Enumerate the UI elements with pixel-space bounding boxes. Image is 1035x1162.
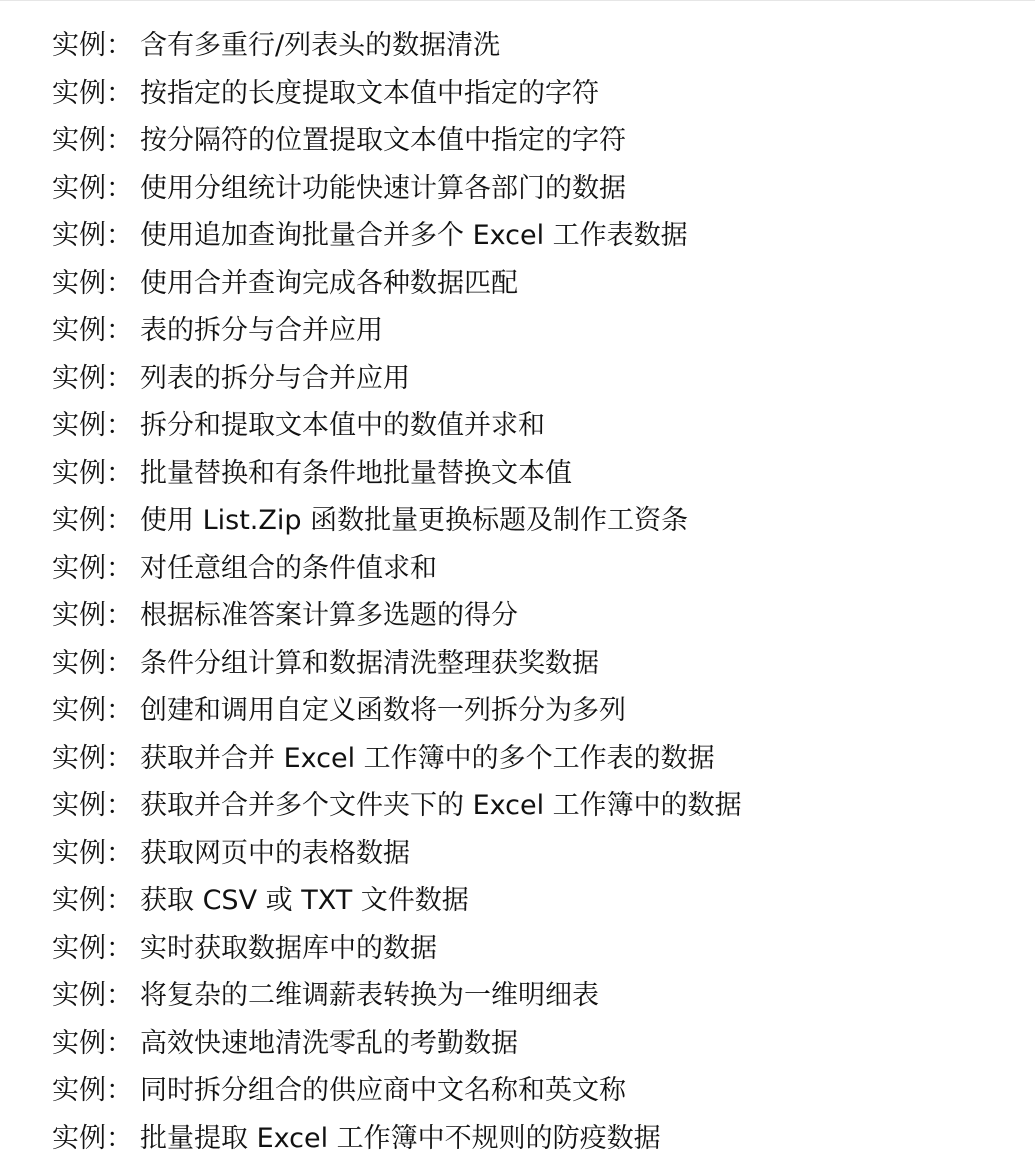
- item-title: 获取 CSV 或 TXT 文件数据: [140, 885, 469, 916]
- list-item: [52, 117, 742, 165]
- list-item: [52, 22, 742, 70]
- item-prefix: 实例：: [52, 932, 133, 964]
- item-title: 表的拆分与合并应用: [140, 315, 383, 346]
- item-prefix: 实例：: [52, 172, 133, 204]
- list-item: [52, 165, 742, 213]
- list-item: [52, 1020, 742, 1068]
- item-title: 使用 List.Zip 函数批量更换标题及制作工资条: [140, 505, 689, 536]
- top-divider: [0, 0, 1035, 1]
- item-title: 将复杂的二维调薪表转换为一维明细表: [140, 980, 599, 1011]
- item-title: 同时拆分组合的供应商中文名称和英文称: [140, 1075, 626, 1106]
- item-prefix: 实例：: [52, 695, 133, 726]
- list-item: [52, 355, 742, 403]
- item-prefix: 实例：: [52, 552, 133, 584]
- item-title: 使用合并查询完成各种数据匹配: [140, 267, 518, 299]
- item-prefix: 实例：: [52, 1027, 133, 1059]
- item-title: 获取网页中的表格数据: [140, 837, 410, 869]
- list-item: [52, 735, 742, 783]
- item-prefix: 实例：: [52, 125, 133, 156]
- item-title: 获取并合并 Excel 工作簿中的多个工作表的数据: [140, 742, 715, 774]
- list-item: [52, 877, 742, 925]
- item-title: 获取并合并多个文件夹下的 Excel 工作簿中的数据: [140, 790, 742, 821]
- item-title: 按指定的长度提取文本值中指定的字符: [140, 77, 599, 109]
- item-title: 条件分组计算和数据清洗整理获奖数据: [140, 647, 599, 679]
- item-prefix: 实例：: [52, 1075, 133, 1106]
- item-prefix: 实例：: [52, 30, 133, 61]
- item-title: 对任意组合的条件值求和: [140, 552, 437, 584]
- item-prefix: 实例：: [52, 220, 133, 251]
- list-item: [52, 830, 742, 878]
- item-title: 拆分和提取文本值中的数值并求和: [140, 410, 545, 441]
- item-title: 使用分组统计功能快速计算各部门的数据: [140, 172, 626, 204]
- list-item: [52, 1115, 742, 1162]
- item-prefix: 实例：: [52, 837, 133, 869]
- list-item: [52, 545, 742, 593]
- item-prefix: 实例：: [52, 315, 133, 346]
- list-item: [52, 70, 742, 118]
- item-prefix: 实例：: [52, 600, 133, 631]
- item-title: 实时获取数据库中的数据: [140, 932, 437, 964]
- item-prefix: 实例：: [52, 267, 133, 299]
- example-list: [52, 22, 742, 1162]
- item-prefix: 实例：: [52, 362, 133, 394]
- list-item: [52, 402, 742, 450]
- list-item: [52, 640, 742, 688]
- list-item: [52, 1067, 742, 1115]
- item-title: 高效快速地清洗零乱的考勤数据: [140, 1027, 518, 1059]
- item-title: 批量替换和有条件地批量替换文本值: [140, 457, 572, 489]
- item-prefix: 实例：: [52, 410, 133, 441]
- list-item: [52, 450, 742, 498]
- item-title: 含有多重行/列表头的数据清洗: [140, 30, 501, 61]
- list-item: [52, 687, 742, 735]
- item-title: 批量提取 Excel 工作簿中不规则的防疫数据: [140, 1122, 661, 1154]
- item-title: 根据标准答案计算多选题的得分: [140, 600, 518, 631]
- list-item: [52, 260, 742, 308]
- item-prefix: 实例：: [52, 647, 133, 679]
- item-prefix: 实例：: [52, 505, 133, 536]
- list-item: [52, 592, 742, 640]
- item-title: 按分隔符的位置提取文本值中指定的字符: [140, 125, 626, 156]
- list-item: [52, 212, 742, 260]
- item-prefix: 实例：: [52, 885, 133, 916]
- list-item: [52, 972, 742, 1020]
- item-prefix: 实例：: [52, 742, 133, 774]
- list-item: [52, 497, 742, 545]
- item-prefix: 实例：: [52, 790, 133, 821]
- item-prefix: 实例：: [52, 1122, 133, 1154]
- list-item: [52, 782, 742, 830]
- item-title: 使用追加查询批量合并多个 Excel 工作表数据: [140, 220, 688, 251]
- item-prefix: 实例：: [52, 980, 133, 1011]
- item-prefix: 实例：: [52, 457, 133, 489]
- item-prefix: 实例：: [52, 77, 133, 109]
- list-item: [52, 307, 742, 355]
- list-item: [52, 925, 742, 973]
- item-title: 创建和调用自定义函数将一列拆分为多列: [140, 695, 626, 726]
- item-title: 列表的拆分与合并应用: [140, 362, 410, 394]
